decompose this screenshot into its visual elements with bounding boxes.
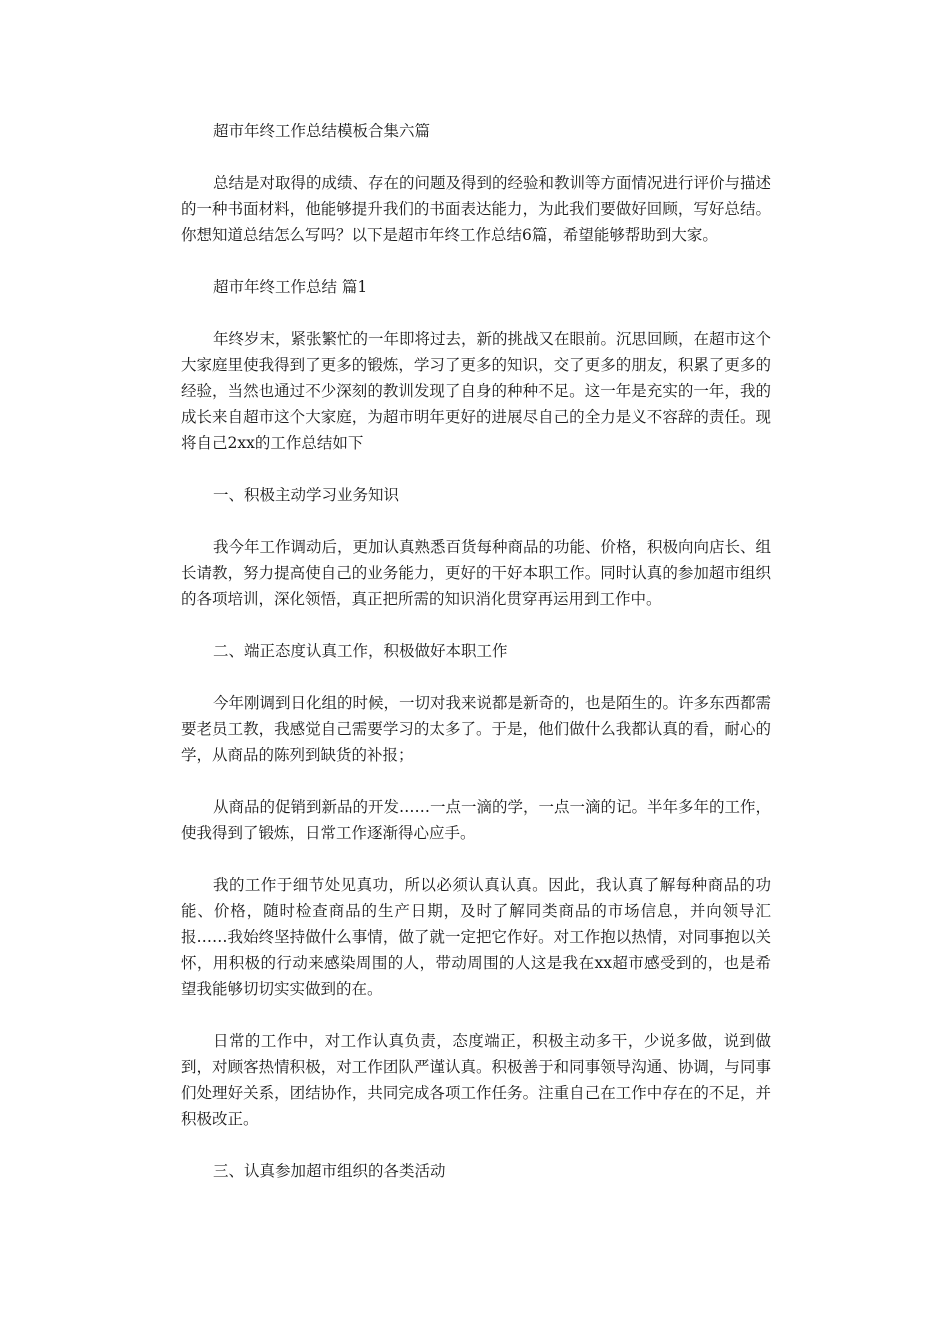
heading-3: 三、认真参加超市组织的各类活动 <box>213 1162 446 1180</box>
heading-2: 二、端正态度认真工作，积极做好本职工作 <box>213 642 508 660</box>
section-title: 超市年终工作总结 篇1 <box>213 278 368 296</box>
paragraph-4: 从商品的促销到新品的开发……一点一滴的学，一点一滴的记。半年多年的工作，使我得到了锻炼，日常工作逐渐得心应手。 <box>181 798 772 842</box>
paragraph-2: 我今年工作调动后，更加认真熟悉百货每种商品的功能、价格，积极向向店长、组长请教，努力提高使自己的业务能力，更好的干好本职工作。同时认真的参加超市组织的各项培训，深化领悟，真正把所需的知识消化贯穿再运用到工作中。 <box>181 538 772 608</box>
heading-1: 一、积极主动学习业务知识 <box>213 486 400 504</box>
paragraph-5: 我的工作于细节处见真功，所以必须认真认真。因此，我认真了解每种商品的功能、价格，随时检查商品的生产日期，及时了解同类商品的市场信息，并向领导汇报……我始终坚持做什么事情，做了就一定把它作好。对工作抱以热情，对同事抱以关怀，用积极的行动来感染周围的人，带动周围的人这是我在xx超市感受到的，也是希望我能够切切实实做到的在。 <box>181 876 771 998</box>
document-title: 超市年终工作总结模板合集六篇 <box>213 122 431 140</box>
paragraph-3: 今年刚调到日化组的时候，一切对我来说都是新奇的，也是陌生的。许多东西都需要老员工教，我感觉自己需要学习的太多了。于是，他们做什么我都认真的看，耐心的学，从商品的陈列到缺货的补报； <box>181 694 772 764</box>
document-page <box>181 118 771 1184</box>
intro-paragraph: 总结是对取得的成绩、存在的问题及得到的经验和教训等方面情况进行评价与描述的一种书面材料，他能够提升我们的书面表达能力，为此我们要做好回顾，写好总结。你想知道总结怎么写吗？以下是超市年终工作总结6篇，希望能够帮助到大家。 <box>181 174 772 244</box>
paragraph-6: 日常的工作中，对工作认真负责，态度端正，积极主动多干，少说多做，说到做到，对顾客热情积极，对工作团队严谨认真。积极善于和同事领导沟通、协调，与同事们处理好关系，团结协作，共同完成各项工作任务。注重自己在工作中存在的不足，并积极改正。 <box>181 1032 771 1128</box>
paragraph-1: 年终岁末，紧张繁忙的一年即将过去，新的挑战又在眼前。沉思回顾，在超市这个大家庭里使我得到了更多的锻炼，学习了更多的知识，交了更多的朋友，积累了更多的经验，当然也通过不少深刻的教训发现了自身的种种不足。这一年是充实的一年，我的成长来自超市这个大家庭，为超市明年更好的进展尽自己的全力是义不容辞的责任。现将自己2xx的工作总结如下 <box>181 330 772 452</box>
